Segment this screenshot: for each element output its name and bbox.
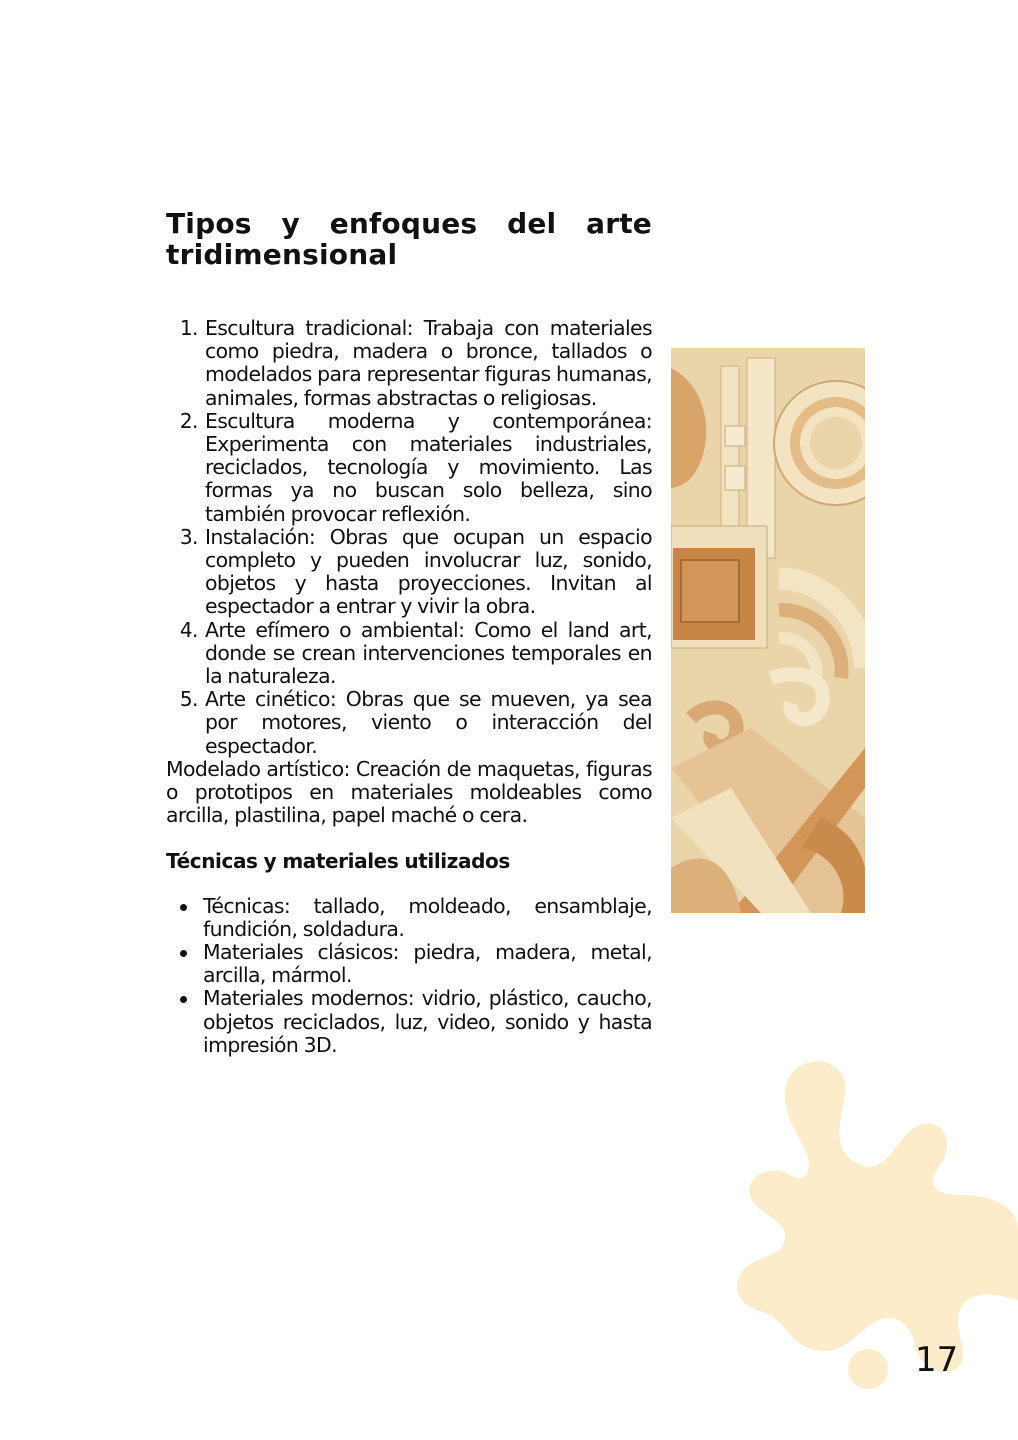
techniques-list <box>166 895 652 1057</box>
modelado-paragraph: Modelado artístico: Creación de maquetas, figuras o prototipos en materiales moldeables como arcilla, plastilina, papel maché o cera. <box>166 756 652 828</box>
list-item: Técnicas: tallado, moldeado, ensamblaje, fundición, soldadura. <box>203 893 652 941</box>
list-item: 5. Arte cinético: Obras que se mueven, ya sea por motores, viento o interacción del espectador. <box>203 688 652 758</box>
list-item: 2. Escultura moderna y contemporánea: Experimenta con materiales industriales, reciclados, tecnología y movimiento. Las formas ya no buscan solo belleza, sino también provocar reflexión. <box>203 410 652 526</box>
section-heading: Tipos y enfoques del arte tridimensional <box>166 207 652 271</box>
content-column <box>166 317 652 1057</box>
paper-relief-artwork <box>671 348 865 913</box>
list-item: Materiales modernos: vidrio, plástico, caucho, objetos reciclados, luz, video, sonido y hasta impresión 3D. <box>203 986 652 1057</box>
paint-splash-decoration <box>720 1055 1018 1440</box>
art-types-list <box>166 317 652 758</box>
list-item: 1. Escultura tradicional: Trabaja con materiales como piedra, madera o bronce, tallados o modelados para representar figuras humanas, animales, formas abstractas o religiosas. <box>203 317 652 410</box>
techniques-heading: Técnicas y materiales utilizados <box>166 849 510 874</box>
list-item: Materiales clásicos: piedra, madera, metal, arcilla, mármol. <box>203 940 652 988</box>
list-item: 4. Arte efímero o ambiental: Como el land art, donde se crean intervenciones temporales en la naturaleza. <box>203 619 652 689</box>
list-item: 3. Instalación: Obras que ocupan un espacio completo y pueden involucrar luz, sonido, objetos y hasta proyecciones. Invitan al espectador a entrar y vivir la obra. <box>203 526 652 619</box>
page-number: 17 <box>915 1340 959 1380</box>
